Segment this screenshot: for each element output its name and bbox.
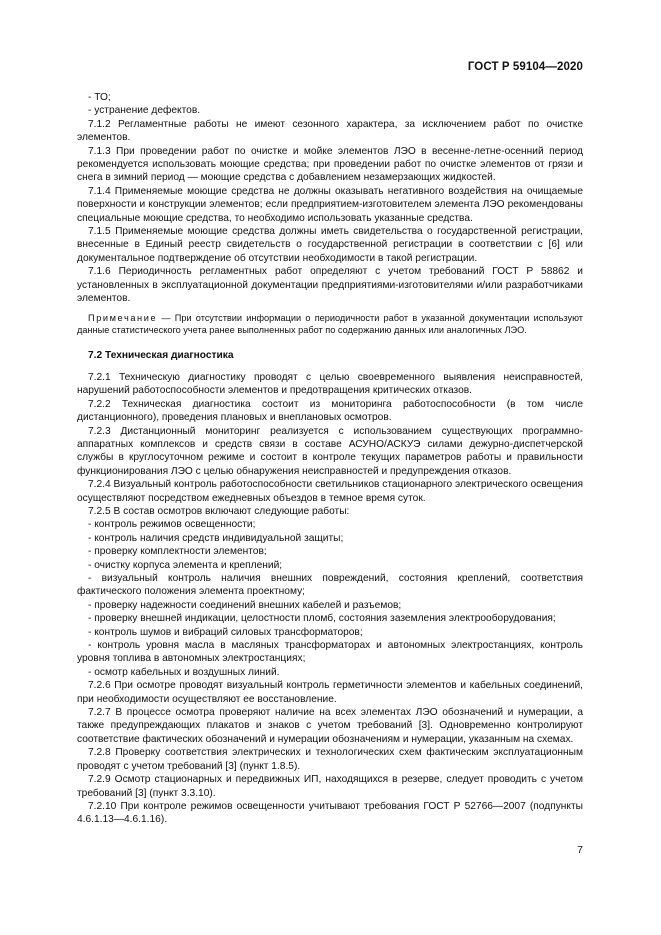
paragraph: 7.1.4 Применяемые моющие средства не должны оказывать негативного воздействия на очищаемые поверхности и конструкции элементов; если предприятием-изготовителем элемента ЛЭО рекомендованы специальные моющие средства, то необходимо использовать указанные средства.: [77, 185, 583, 224]
list-item: - контроль наличия средств индивидуальной защиты;: [88, 532, 344, 544]
paragraph: 7.1.3 При проведении работ по очистке и мойке элементов ЛЭО в весенне-летне-осенний период рекомендуется использовать моющие средства; при проведении работ по очистке элементов от грязи и снега в зимний период — моющие средства с добавлением незамерзающих жидкостей.: [77, 145, 583, 184]
list-item: - контроль шумов и вибраций силовых трансформаторов;: [88, 626, 363, 638]
paragraph: 7.2.4 Визуальный контроль работоспособности светильников стационарного электрического освещения осуществляют посредством ежедневных объездов в темное время суток.: [77, 479, 583, 504]
list-item: - проверку внешней индикации, целостности пломб, состояния заземления электрооборудования;: [88, 613, 556, 625]
body-paragraphs-7-1: [77, 91, 583, 306]
paragraph: 7.2.10 При контроле режимов освещенности учитывают требования ГОСТ Р 52766—2007 (подпункты 4.6.1.13—4.6.1.16).: [77, 800, 583, 826]
document-body: [77, 91, 583, 827]
paragraph: 7.2.1 Техническую диагностику проводят с целью своевременного выявления неисправностей, нарушений работоспособности элементов и предотвращения критических отказов.: [77, 371, 583, 397]
list-item: - проверку комплектности элементов;: [88, 546, 267, 558]
paragraph: 7.2.9 Осмотр стационарных и передвижных ИП, находящихся в резерве, следует проводить с учетом требований [3] (пункт 3.3.10).: [77, 774, 583, 799]
paragraph: 7.2.8 Проверку соответствия электрических и технологических схем фактическим эксплуатационным проводят с учетом требований [3] (пункт 1.8.5).: [77, 747, 583, 772]
paragraph: 7.1.6 Периодичность регламентных работ определяют с учетом требований ГОСТ Р 58862 и установленных в эксплуатационной документации предприятиями-изготовителями и/или разработчиками элементов.: [77, 266, 583, 305]
list-item: - ТО;: [88, 92, 111, 103]
list-item: - осмотр кабельных и воздушных линий.: [88, 666, 280, 678]
list-item: - контроль режимов освещенности;: [88, 519, 256, 531]
note-paragraph: [77, 312, 583, 336]
paragraph: 7.2.2 Техническая диагностика состоит из мониторинга работоспособности (в том числе дистанционного), проведения плановых и внеплановых осмотров.: [77, 398, 583, 424]
body-paragraphs-7-2: [77, 371, 583, 827]
paragraph: 7.2.3 Дистанционный мониторинг реализуется с использованием существующих программно-аппаратных комплексов и средств связи в составе АСУНО/АСКУЭ силами дежурно-диспетчерской службы в круглосуточном режиме и состоит в контроле текущих параметров работы и правильности функционирования ЛЭО с целью обнаружения неисправностей и предупреждения отказов.: [77, 425, 583, 477]
list-item: - визуальный контроль наличия внешних повреждений, состояния креплений, соответствия фактического положения элемента проектному;: [77, 573, 583, 598]
note-label: Примечание: [88, 312, 158, 323]
page-number: 7: [577, 844, 583, 856]
paragraph: 7.1.2 Регламентные работы не имеют сезонного характера, за исключением работ по очистке элементов.: [77, 118, 583, 144]
list-item: - контроль уровня масла в масляных трансформаторах и автономных электростанциях, контроль уровня топлива в автономных электростанциях;: [77, 640, 583, 665]
paragraph: 7.2.5 В состав осмотров включают следующие работы:: [88, 505, 350, 517]
paragraph: 7.2.7 В процессе осмотра проверяют наличие на всех элементах ЛЭО обозначений и нумерации, а также предупреждающих плакатов и знаков с учетом требований [3]. Одновременно контролируют соответствие фактических обозначений и нумерации обозначениям и нумерации, указанным на схемах.: [77, 707, 583, 745]
paragraph: 7.2.6 При осмотре проводят визуальный контроль герметичности элементов и кабельных соединений, при необходимости осуществляют ее восстановление.: [77, 680, 583, 705]
list-item: - очистку корпуса элемента и креплений;: [88, 559, 283, 571]
list-item: - устранение дефектов.: [88, 105, 201, 117]
note-text: — При отсутствии информации о периодичности работ в указанной документации используют данные статистического учета ранее выполненных работ по содержанию данных или аналогичных ЛЭО.: [77, 312, 583, 335]
paragraph: 7.1.5 Применяемые моющие средства должны иметь свидетельства о государственной регистрации, внесенные в Единый реестр свидетельств о государственной регистрации в соответствии с [6] или документальное подтверждение об отсутствии необходимости в такой регистрации.: [77, 226, 583, 264]
section-heading-7-2: 7.2 Техническая диагностика: [88, 349, 234, 361]
list-item: - проверку надежности соединений внешних кабелей и разъемов;: [88, 599, 402, 611]
document-id-header: ГОСТ Р 59104—2020: [467, 61, 583, 73]
